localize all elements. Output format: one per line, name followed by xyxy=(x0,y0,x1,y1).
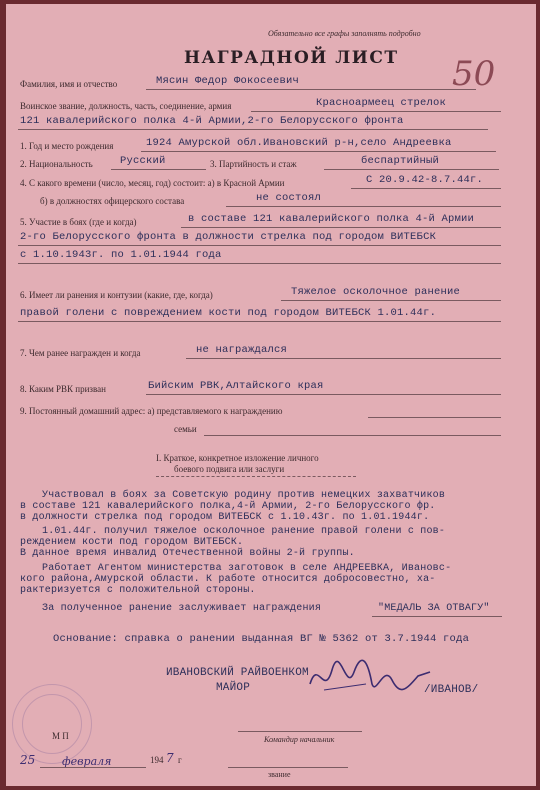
q6-underline-1 xyxy=(281,300,501,301)
body-line-11: Основание: справка о ранении выданная ВГ № 5362 от 3.7.1944 года xyxy=(53,633,470,645)
signature-scribble xyxy=(306,654,436,704)
q4-value: С 20.9.42-8.7.44г. xyxy=(366,174,484,186)
rank-value: Красноармеец стрелок xyxy=(316,97,447,109)
corner-number: 50 xyxy=(452,54,496,94)
rank-underline-2 xyxy=(18,129,488,130)
medal-value: "МЕДАЛЬ ЗА ОТВАГУ" xyxy=(378,603,490,614)
signature-name: /ИВАНОВ/ xyxy=(424,684,479,696)
q4b-label: б) в должностях офицерского состава xyxy=(40,196,185,206)
q6-label: 6. Имеет ли ранения и контузии (какие, где, когда) xyxy=(20,290,213,300)
rank-footer-line xyxy=(228,767,348,768)
q9b-underline xyxy=(204,435,501,436)
q3-value: беспартийный xyxy=(361,155,440,167)
q8-value: Бийским РВК,Алтайского края xyxy=(148,380,324,392)
q4b-underline xyxy=(226,206,501,207)
q5-underline-2 xyxy=(18,245,501,246)
commander-label: Командир начальник xyxy=(264,735,335,744)
page-title: НАГРАДНОЙ ЛИСТ xyxy=(184,48,399,68)
seal-inner-ring xyxy=(22,694,82,754)
q7-underline xyxy=(186,358,501,359)
q2-underline xyxy=(111,169,206,170)
body-line-1: Участвовал в боях за Советскую родину против немецких захватчиков xyxy=(42,490,446,501)
q4b-value: не состоял xyxy=(256,192,322,204)
section-heading-1: I. Краткое, конкретное изложение личного xyxy=(156,453,319,463)
q3-label: 3. Партийность и стаж xyxy=(210,159,297,169)
top-note: Обязательно все графы заполнять подробно xyxy=(268,29,421,38)
q3-underline xyxy=(324,169,499,170)
q4-underline xyxy=(351,188,501,189)
q6-value-1: Тяжелое осколочное ранение xyxy=(291,286,461,298)
date-year-prefix: 194 xyxy=(150,755,164,765)
body-line-8: кого района,Амурской области. К работе относится добросовестно, ха- xyxy=(20,574,436,585)
commander-line xyxy=(238,731,362,732)
q1-underline xyxy=(141,151,496,152)
fio-value: Мясин Федор Фокосеевич xyxy=(156,75,300,87)
date-day: 25 xyxy=(20,753,36,767)
body-line-5: реждением кости под городом ВИТЕБСК. xyxy=(20,537,244,548)
fio-label: Фамилия, имя и отчество xyxy=(20,79,118,89)
medal-underline xyxy=(372,616,502,617)
q1-value: 1924 Амурской обл.Ивановский р-н,село Андреевка xyxy=(146,137,452,149)
q9-underline xyxy=(368,417,501,418)
q5-underline-3 xyxy=(18,263,501,264)
rank-underline xyxy=(251,111,501,112)
rank-value-2: 121 кавалерийского полка 4-й Армии,2-го Белорусского фронта xyxy=(20,115,404,127)
q5-value-3: с 1.10.1943г. по 1.01.1944 года xyxy=(20,249,222,261)
q2-label: 2. Национальность xyxy=(20,159,93,169)
date-underline xyxy=(40,767,146,768)
q9b-label: семьи xyxy=(174,424,197,434)
q2-value: Русский xyxy=(120,155,166,167)
body-line-10: За полученное ранение заслуживает награждения xyxy=(42,603,322,614)
body-line-4: 1.01.44г. получил тяжелое осколочное ранение правой голени с пов- xyxy=(42,526,446,537)
rank-footer-label: звание xyxy=(268,770,291,779)
date-suffix: г xyxy=(178,755,182,765)
q9-label: 9. Постоянный домашний адрес: а) представляемого к награждению xyxy=(20,406,283,416)
date-month: февраля xyxy=(62,755,112,768)
org-line-1: ИВАНОВСКИЙ РАЙВОЕНКОМ xyxy=(166,667,309,679)
date-year-suffix: 7 xyxy=(166,751,174,765)
q8-underline xyxy=(146,394,501,395)
q5-value-2: 2-го Белорусского фронта в должности стрелка под городом ВИТЕБСК xyxy=(20,231,437,243)
section-heading-2: боевого подвига или заслуги xyxy=(174,464,285,474)
body-line-7: Работает Агентом министерства заготовок в селе АНДРЕЕВКА, Ивановс- xyxy=(42,563,452,574)
q7-value: не награждался xyxy=(196,344,288,356)
q5-underline-1 xyxy=(181,227,501,228)
section-divider xyxy=(156,476,356,477)
q4-label: 4. С какого времени (число, месяц, год) состоит: а) в Красной Армии xyxy=(20,178,285,188)
q5-value-1: в составе 121 кавалерийского полка 4-й Армии xyxy=(188,213,475,225)
body-line-2: в составе 121 кавалерийского полка,4-й Армии, 2-го Белорусского фр. xyxy=(20,501,436,512)
body-line-3: в должности стрелка под городом ВИТЕБСК с 1.10.43г. по 1.01.1944г. xyxy=(20,512,430,523)
org-line-2: МАЙОР xyxy=(216,682,251,694)
q5-label: 5. Участие в боях (где и когда) xyxy=(20,217,137,227)
q6-value-2: правой голени с повреждением кости под городом ВИТЕБСК 1.01.44г. xyxy=(20,307,437,319)
body-line-6: В данное время инвалид Отечественной войны 2-й группы. xyxy=(20,548,355,559)
q1-label: 1. Год и место рождения xyxy=(20,141,114,151)
rank-label: Воинское звание, должность, часть, соединение, армия xyxy=(20,101,232,111)
q7-label: 7. Чем ранее награжден и когда xyxy=(20,348,141,358)
body-line-9: рактеризуется с положительной стороны. xyxy=(20,585,256,596)
q6-underline-2 xyxy=(18,321,501,322)
mp-label: М П xyxy=(52,731,69,741)
fio-underline xyxy=(146,89,476,90)
award-sheet xyxy=(6,4,536,786)
q8-label: 8. Каким РВК призван xyxy=(20,384,106,394)
